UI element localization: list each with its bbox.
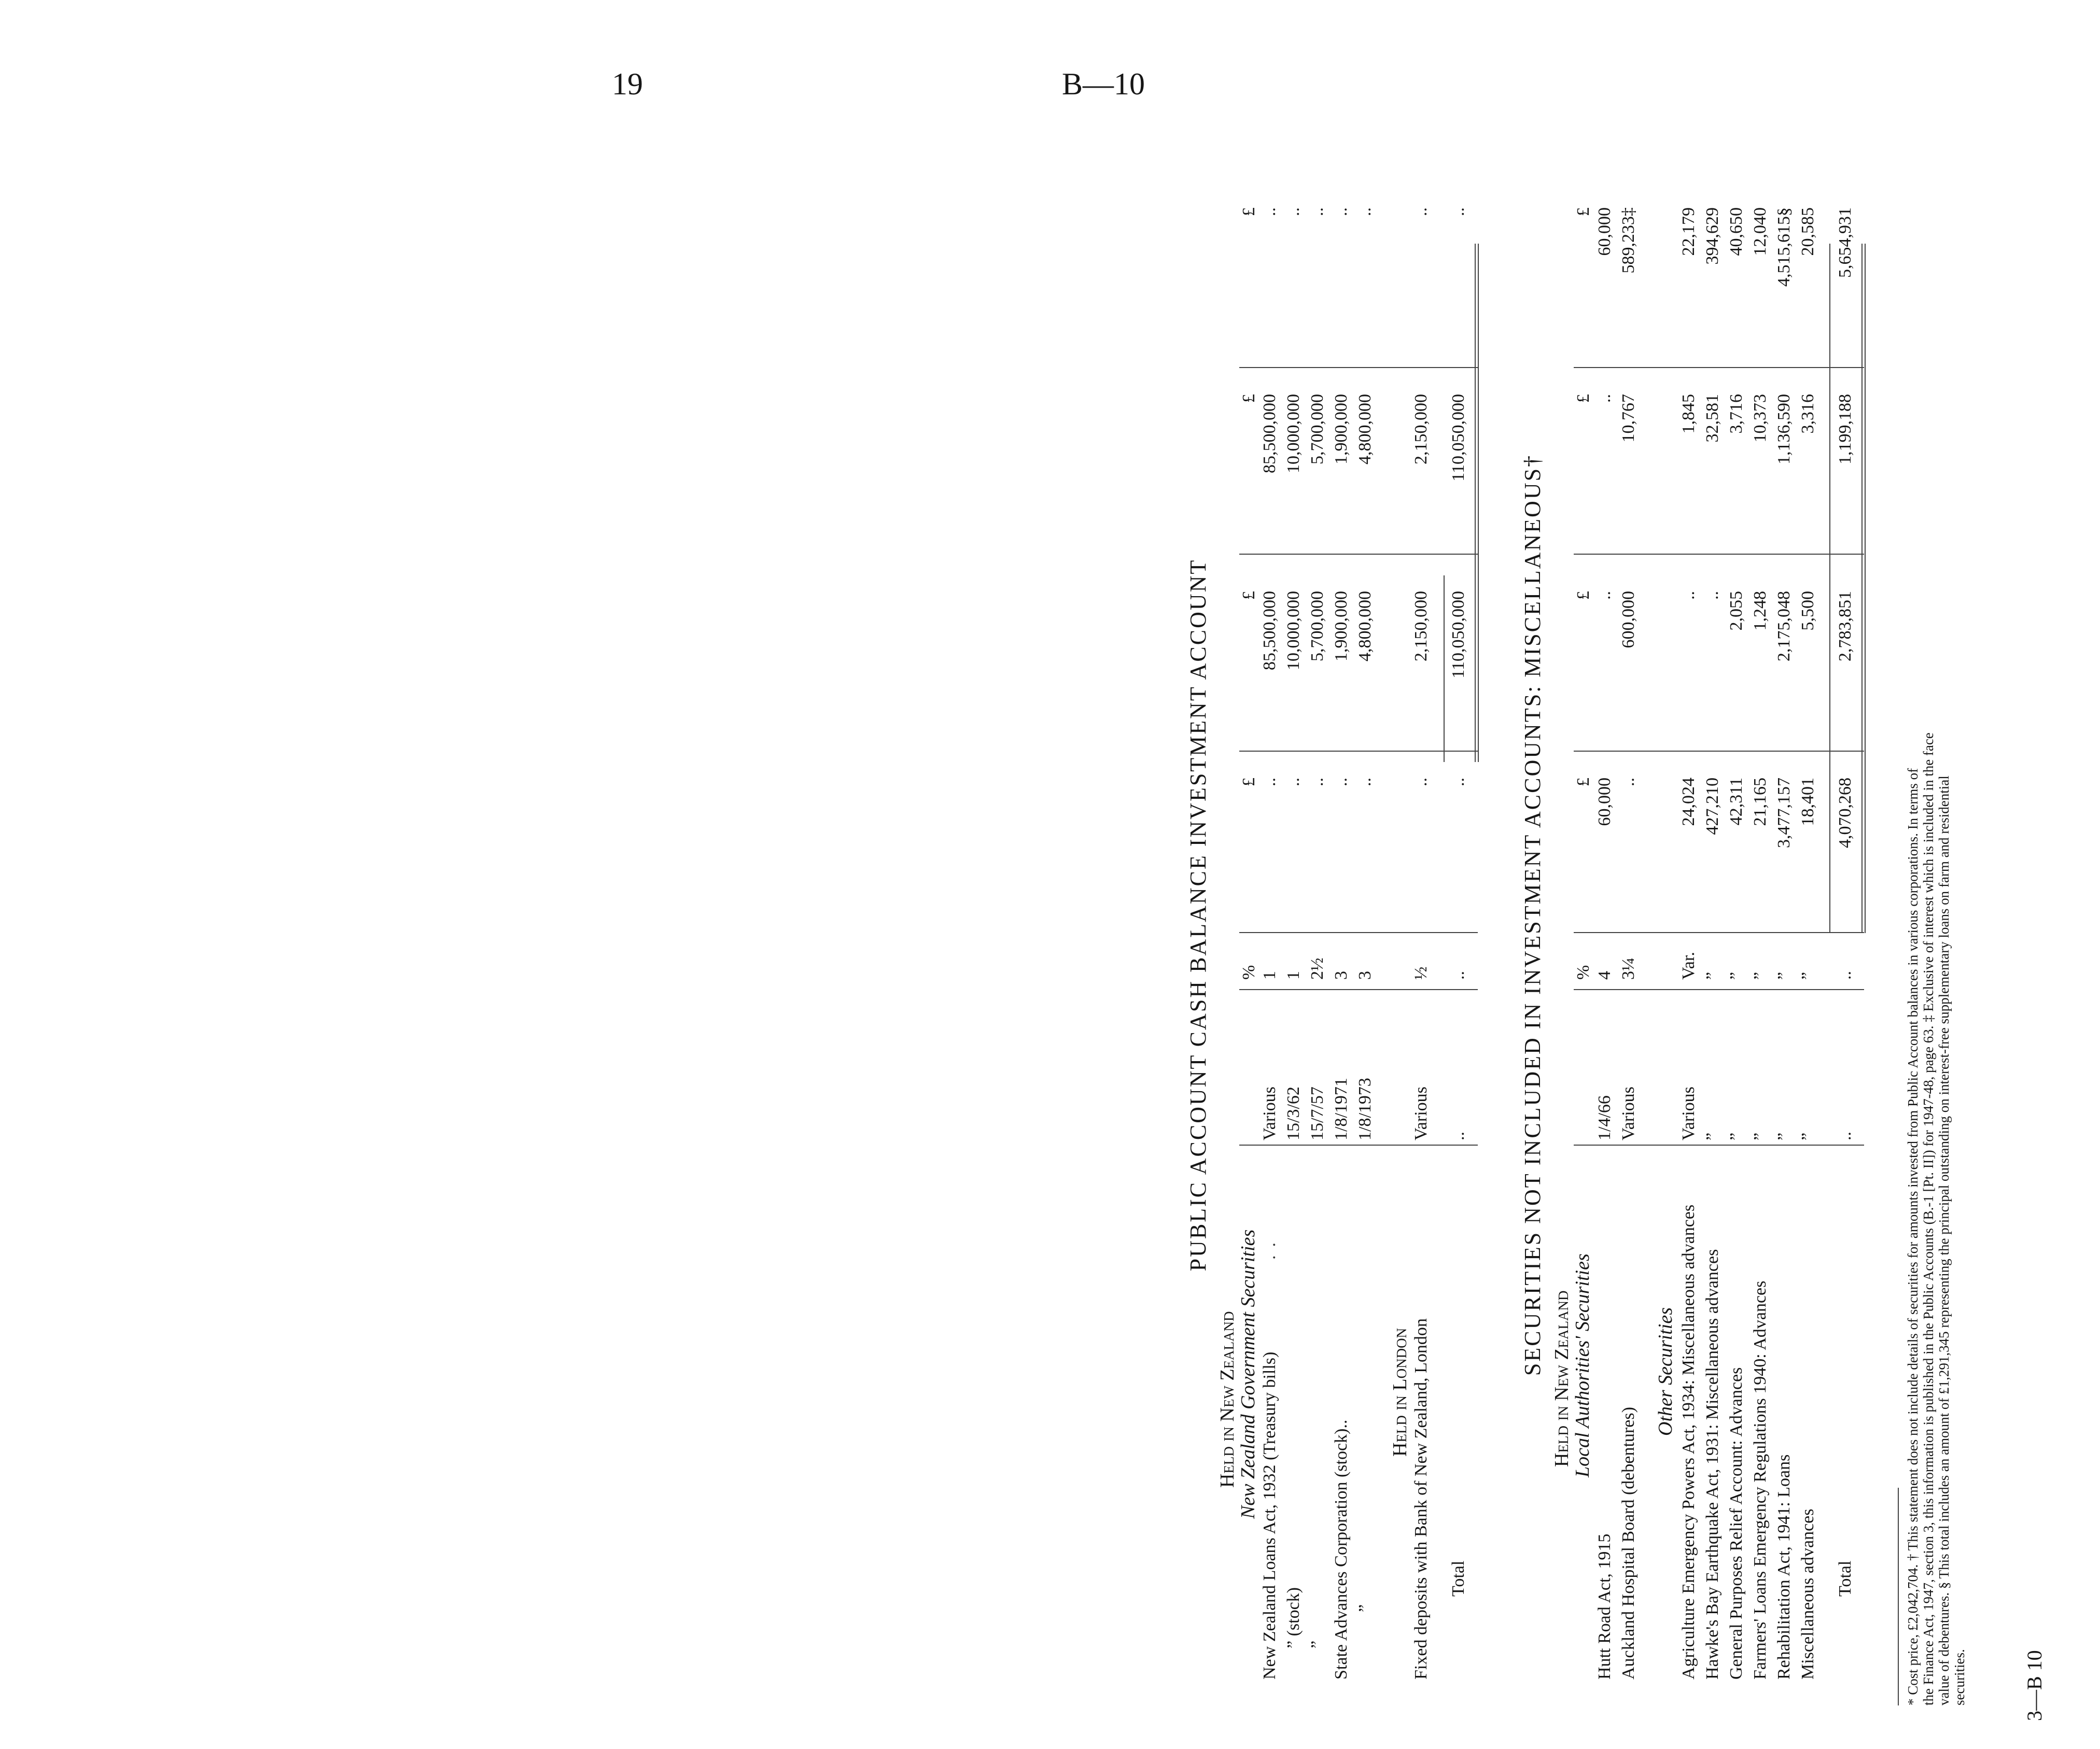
footnote-line: the Finance Act, 1947, section 3, this information is published in the Public Accounts (B.-1 [Pt. II]) for 1947-48, page 63. ‡ Exclusive of interest which is included in the face: [1921, 732, 1936, 1705]
row-date: 1/8/1971: [1332, 1078, 1351, 1140]
row-col1: 427,210: [1703, 778, 1722, 835]
row-col1: ..: [1411, 778, 1431, 786]
row-col4: 4,515,615§: [1774, 207, 1794, 287]
leader-dots: ..: [1260, 1234, 1279, 1260]
section2-title: SECURITIES NOT INCLUDED IN INVESTMENT ACCOUNTS: MISCELLANEOUS†: [1520, 454, 1545, 1376]
row-col2: 1,248: [1751, 591, 1770, 631]
row-col1: ..: [1355, 778, 1375, 786]
column-divider: [1574, 554, 1864, 555]
column-divider: [1574, 1145, 1864, 1146]
column-divider: [1574, 932, 1864, 933]
rate-header: %: [1574, 965, 1593, 980]
row-rate: ..: [1449, 971, 1468, 980]
row-date: 15/3/62: [1284, 1087, 1303, 1140]
col1-header: £: [1574, 778, 1593, 786]
table-row: [1595, 104, 1619, 1726]
row-col1: ..: [1308, 778, 1327, 786]
row-col1: ..: [1449, 778, 1468, 786]
row-name: Farmers' Loans Emergency Regulations 1940: Advances: [1751, 1280, 1770, 1680]
row-date: ”: [1798, 1132, 1817, 1140]
row-name: Hutt Road Act, 1915: [1595, 1533, 1614, 1680]
rotated-content: [1136, 104, 2100, 1726]
col4-header: £: [1239, 207, 1258, 216]
rule: [1478, 244, 1479, 762]
row-date: ..: [1836, 1132, 1855, 1140]
row-col1: 4,070,268: [1836, 778, 1855, 848]
table-row: [1727, 104, 1751, 1726]
row-rate: ”: [1727, 971, 1746, 980]
row-name: New Zealand Loans Act, 1932 (Treasury bills): [1260, 1351, 1279, 1680]
row-col3: ..: [1595, 394, 1614, 403]
row-col2: 5,500: [1798, 591, 1817, 631]
row-col3: 2,150,000: [1411, 394, 1431, 464]
row-rate: 2½: [1308, 957, 1327, 980]
row-date: 1/4/66: [1595, 1095, 1614, 1140]
row-date: ”: [1774, 1132, 1794, 1140]
row-col2: 2,783,851: [1836, 591, 1855, 661]
row-name: Rehabilitation Act, 1941: Loans: [1774, 1454, 1794, 1680]
row-col4: ..: [1260, 207, 1279, 216]
row-col2: ..: [1679, 591, 1698, 600]
total-label: Total: [1836, 1560, 1855, 1597]
row-col1: 60,000: [1595, 778, 1614, 826]
row-col4: 40,650: [1727, 207, 1746, 256]
section2-total-row: [1836, 104, 1859, 1726]
col2-header: £: [1574, 591, 1593, 600]
row-rate: ”: [1703, 971, 1722, 980]
row-col2: ..: [1595, 591, 1614, 600]
row-rate: ½: [1411, 966, 1431, 980]
row-col3: 4,800,000: [1355, 394, 1375, 464]
row-name: Hawke's Bay Earthquake Act, 1931: Miscellaneous advances: [1703, 1249, 1722, 1680]
row-col2: 2,175,048: [1774, 591, 1794, 661]
row-col1: ..: [1619, 778, 1638, 786]
row-date: ”: [1727, 1132, 1746, 1140]
table-row: [1284, 104, 1308, 1726]
section2-column-headers: [1574, 104, 1598, 1726]
column-divider: [1574, 751, 1864, 752]
row-name: ” (stock): [1284, 1587, 1303, 1648]
row-rate: 3: [1355, 971, 1375, 980]
footnote-rule: [1898, 1488, 1899, 1705]
column-divider: [1239, 932, 1478, 933]
total-label: Total: [1449, 1560, 1468, 1597]
row-rate: Var.: [1679, 952, 1698, 980]
row-col1: ..: [1260, 778, 1279, 786]
section1-held-nz: Held in New Zealand: [1216, 1311, 1238, 1488]
col2-header: £: [1239, 591, 1258, 600]
row-col3: 1,136,590: [1774, 394, 1794, 464]
rule: [1829, 244, 1830, 933]
row-col2: ..: [1703, 591, 1722, 600]
row-col2: 10,000,000: [1284, 591, 1303, 670]
row-rate: ”: [1798, 971, 1817, 980]
column-divider: [1239, 554, 1478, 555]
table-row: [1751, 104, 1774, 1726]
row-col1: ..: [1284, 778, 1303, 786]
footnote-line: securities.: [1952, 1649, 1967, 1705]
column-divider: [1574, 367, 1864, 368]
row-col4: ..: [1284, 207, 1303, 216]
row-col2: 2,055: [1727, 591, 1746, 631]
row-col3: 10,767: [1619, 394, 1638, 443]
row-col4: 22,179: [1679, 207, 1698, 256]
table-row: [1355, 104, 1379, 1726]
col3-header: £: [1574, 394, 1593, 403]
row-col4: ..: [1411, 207, 1431, 216]
row-col3: 1,845: [1679, 394, 1698, 434]
section1-title: PUBLIC ACCOUNT CASH BALANCE INVESTMENT ACCOUNT: [1185, 558, 1211, 1272]
col4-header: £: [1574, 207, 1593, 216]
row-date: ”: [1751, 1132, 1770, 1140]
row-col4: ..: [1449, 207, 1468, 216]
row-name: ”: [1355, 1604, 1375, 1612]
column-divider: [1239, 989, 1478, 990]
row-col2: 600,000: [1619, 591, 1638, 648]
row-name: Miscellaneous advances: [1798, 1508, 1817, 1680]
section1-total-row: [1449, 104, 1473, 1726]
page-number: 19: [612, 67, 643, 101]
column-divider: [1574, 989, 1864, 990]
row-col1: 24,024: [1679, 778, 1698, 826]
row-col3: 1,199,188: [1836, 394, 1855, 464]
local-authorities-heading: Local Authorities' Securities: [1572, 1253, 1593, 1477]
row-col4: 5,654,931: [1836, 207, 1855, 278]
row-date: ..: [1449, 1132, 1468, 1140]
row-col1: 21,165: [1751, 778, 1770, 826]
row-rate: ”: [1751, 971, 1770, 980]
column-divider: [1239, 751, 1478, 752]
section1-held-london: Held in London: [1389, 1328, 1411, 1457]
row-date: ”: [1703, 1132, 1722, 1140]
row-col4: 12,040: [1751, 207, 1770, 256]
rule: [1865, 244, 1866, 933]
row-col2: 85,500,000: [1260, 591, 1279, 670]
row-rate: 3: [1332, 971, 1351, 980]
row-rate: 4: [1595, 971, 1614, 980]
rule: [1475, 244, 1476, 762]
row-col1: 18,401: [1798, 778, 1817, 826]
row-col4: ..: [1308, 207, 1327, 216]
column-divider: [1239, 367, 1478, 368]
table-row: [1703, 104, 1727, 1726]
row-rate: 1: [1260, 971, 1279, 980]
footnote-line: * Cost price, £2,042,704. † This statement does not include details of securities for amounts invested from Public Account balances in various corporations. In terms of: [1905, 768, 1921, 1705]
row-col3: 110,050,000: [1449, 394, 1468, 482]
row-col3: 32,581: [1703, 394, 1722, 443]
row-name: General Purposes Relief Account: Advances: [1727, 1367, 1746, 1680]
table-row: [1308, 104, 1332, 1726]
row-col3: 3,316: [1798, 394, 1817, 434]
table-row: [1332, 104, 1355, 1726]
col3-header: £: [1239, 394, 1258, 403]
rule: [1861, 244, 1863, 933]
footnote-line: value of debentures. § This total includes an amount of £1,291,345 representing the principal outstanding on interest-free supplementary loans on farm and residential: [1936, 775, 1952, 1705]
row-col2: 4,800,000: [1355, 591, 1375, 661]
rate-header: %: [1239, 965, 1258, 980]
table-row: [1679, 104, 1703, 1726]
row-date: Various: [1260, 1087, 1279, 1140]
row-name: State Advances Corporation (stock)..: [1332, 1419, 1351, 1680]
row-name: Fixed deposits with Bank of New Zealand, London: [1411, 1318, 1431, 1680]
footer-reference: 3—B 10: [2023, 1650, 2046, 1721]
table-row: [1411, 104, 1435, 1726]
row-col2: 2,150,000: [1411, 591, 1431, 661]
row-col3: 5,700,000: [1308, 394, 1327, 464]
row-col2: 1,900,000: [1332, 591, 1351, 661]
row-rate: 3¼: [1619, 957, 1638, 980]
row-col4: 394,629: [1703, 207, 1722, 265]
row-rate: ”: [1774, 971, 1794, 980]
table-row: [1260, 104, 1284, 1726]
row-col3: 10,373: [1751, 394, 1770, 443]
row-name: Agriculture Emergency Powers Act, 1934: Miscellaneous advances: [1679, 1204, 1698, 1680]
row-col1: 3,477,157: [1774, 778, 1794, 848]
row-col2: 5,700,000: [1308, 591, 1327, 661]
rule: [1444, 575, 1445, 762]
row-col3: 1,900,000: [1332, 394, 1351, 464]
row-col3: 85,500,000: [1260, 394, 1279, 473]
table-row: [1619, 104, 1643, 1726]
table-row: [1798, 104, 1822, 1726]
row-col3: 10,000,000: [1284, 394, 1303, 473]
row-rate: ..: [1836, 971, 1855, 980]
row-date: Various: [1411, 1087, 1431, 1140]
row-date: 15/7/57: [1308, 1087, 1327, 1140]
row-date: Various: [1619, 1087, 1638, 1140]
document-reference: B—10: [1062, 67, 1145, 101]
other-securities-heading: Other Securities: [1655, 1307, 1676, 1436]
row-col4: 60,000: [1595, 207, 1614, 256]
row-date: 1/8/1973: [1355, 1078, 1375, 1140]
row-col4: 20,585: [1798, 207, 1817, 256]
row-col4: ..: [1332, 207, 1351, 216]
section2-held-nz: Held in New Zealand: [1551, 1290, 1573, 1467]
column-divider: [1239, 1145, 1478, 1146]
nz-gov-securities-heading: New Zealand Government Securities: [1237, 1229, 1259, 1519]
row-col2: 110,050,000: [1449, 591, 1468, 679]
row-rate: 1: [1284, 971, 1303, 980]
row-name: Auckland Hospital Board (debentures): [1619, 1407, 1638, 1680]
col1-header: £: [1239, 778, 1258, 786]
row-col1: 42,311: [1727, 778, 1746, 826]
row-date: Various: [1679, 1087, 1698, 1140]
row-col4: ..: [1355, 207, 1375, 216]
row-col4: 589,233‡: [1619, 207, 1638, 274]
row-name: ”: [1308, 1640, 1327, 1648]
row-col1: ..: [1332, 778, 1351, 786]
table-row: [1774, 104, 1798, 1726]
row-col3: 3,716: [1727, 394, 1746, 434]
